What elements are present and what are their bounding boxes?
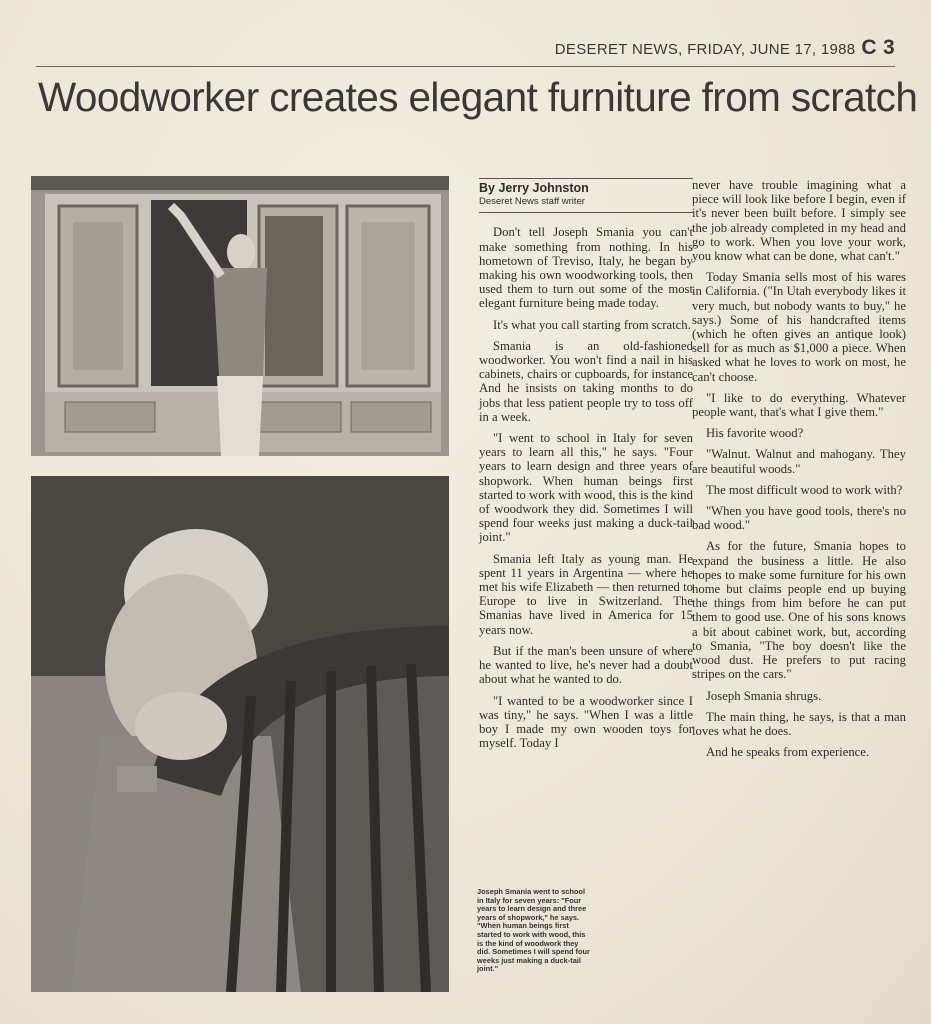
paragraph: Smania left Italy as young man. He spent 11 years in Argentina — where he met his wife Elizabeth — then returned to Europe to live in Switzerland. The Smanias have lived in America for 15 years now. <box>479 551 693 637</box>
byline-author: By Jerry Johnston <box>479 178 693 195</box>
header-rule <box>36 66 895 67</box>
paragraph: The most difficult wood to work with? <box>706 482 903 497</box>
paragraph: Joseph Smania shrugs. <box>706 688 822 703</box>
byline-role: Deseret News staff writer <box>479 195 693 213</box>
paragraph: But if the man's been unsure of where he wanted to live, he's never had a doubt about what he wanted to do. <box>479 643 693 687</box>
paragraph: "Walnut. Walnut and mahogany. They are beautiful woods." <box>692 447 906 476</box>
headline: Woodworker creates elegant furniture from scratch <box>38 74 918 120</box>
masthead <box>555 36 895 60</box>
paragraph: The main thing, he says, is that a man loves what he does. <box>692 709 906 738</box>
paragraph: "I wanted to be a woodworker since I was tiny," he says. "When I was a little boy I made my own wooden toys for myself. Today I <box>479 693 693 751</box>
paragraph: His favorite wood? <box>706 426 804 441</box>
section-number: C 3 <box>861 36 895 59</box>
paragraph: "I like to do everything. Whatever people want, that's what I give them." <box>692 390 906 420</box>
paragraph: And he speaks from experience. <box>706 745 870 760</box>
photo-caption: Joseph Smania went to school in Italy for seven years: "Four years to learn design and three years of shopwork," he says. "When human beings first started to work with wood, this is the kind of woodwork they did. Sometimes I will spend four weeks just making a duck-tail joint." <box>477 887 590 974</box>
paragraph-continued: never have trouble imagining what a piece will look like before I begin, even if it's never been built before. I simply see the job already completed in my head and go to work. When you love your work, you know what can be done, what can't." <box>692 178 906 264</box>
paragraph: Smania is an old-fashioned woodworker. You won't find a nail in his cabinets, chairs or cupboards, for instance And he insists on taking months to do jobs that less patient people try to toss off in a week. <box>479 338 693 424</box>
paragraph: "I went to school in Italy for seven years to learn all this," he says. "Four years to learn design and three years of shopwork. When human beings first started to work with wood, this is the kind of woodwork they did. Sometimes I will spend four weeks just making a duck-tail joint." <box>479 431 693 545</box>
paragraph: "When you have good tools, there's no bad wood." <box>692 504 906 533</box>
paragraph: As for the future, Smania hopes to expand the business a little. He also hopes to make some furniture for his own home but claims people end up buying the things from him before he can put them to good use. One of his sons knows a bit about cabinet work, but, according to Smania, "The boy doesn't like the wood dust. He prefers to put racing stripes on the cars." <box>692 539 906 682</box>
paragraph: Today Smania sells most of his wares in California. ("In Utah everybody likes it very much, but nobody wants to buy," he says.) Some of his handcrafted items (which he often gives an antique look) sell for as much as $1,000 a piece. When asked what he loves to work on most, he can't choose. <box>692 270 906 384</box>
photo-cabinet <box>31 176 449 456</box>
photo-portrait <box>31 476 449 992</box>
article-column-1 <box>479 178 693 757</box>
masthead-text: DESERET NEWS, FRIDAY, JUNE 17, 1988 <box>554 41 856 58</box>
paragraph: Don't tell Joseph Smania you can't make something from nothing. In his hometown of Treviso, Italy, he began by making his own woodworking tools, then used them to turn out some of the most elegant furniture being made today. <box>479 225 693 311</box>
article-column-2 <box>692 178 906 766</box>
paragraph: It's what you call starting from scratch. <box>493 317 691 332</box>
